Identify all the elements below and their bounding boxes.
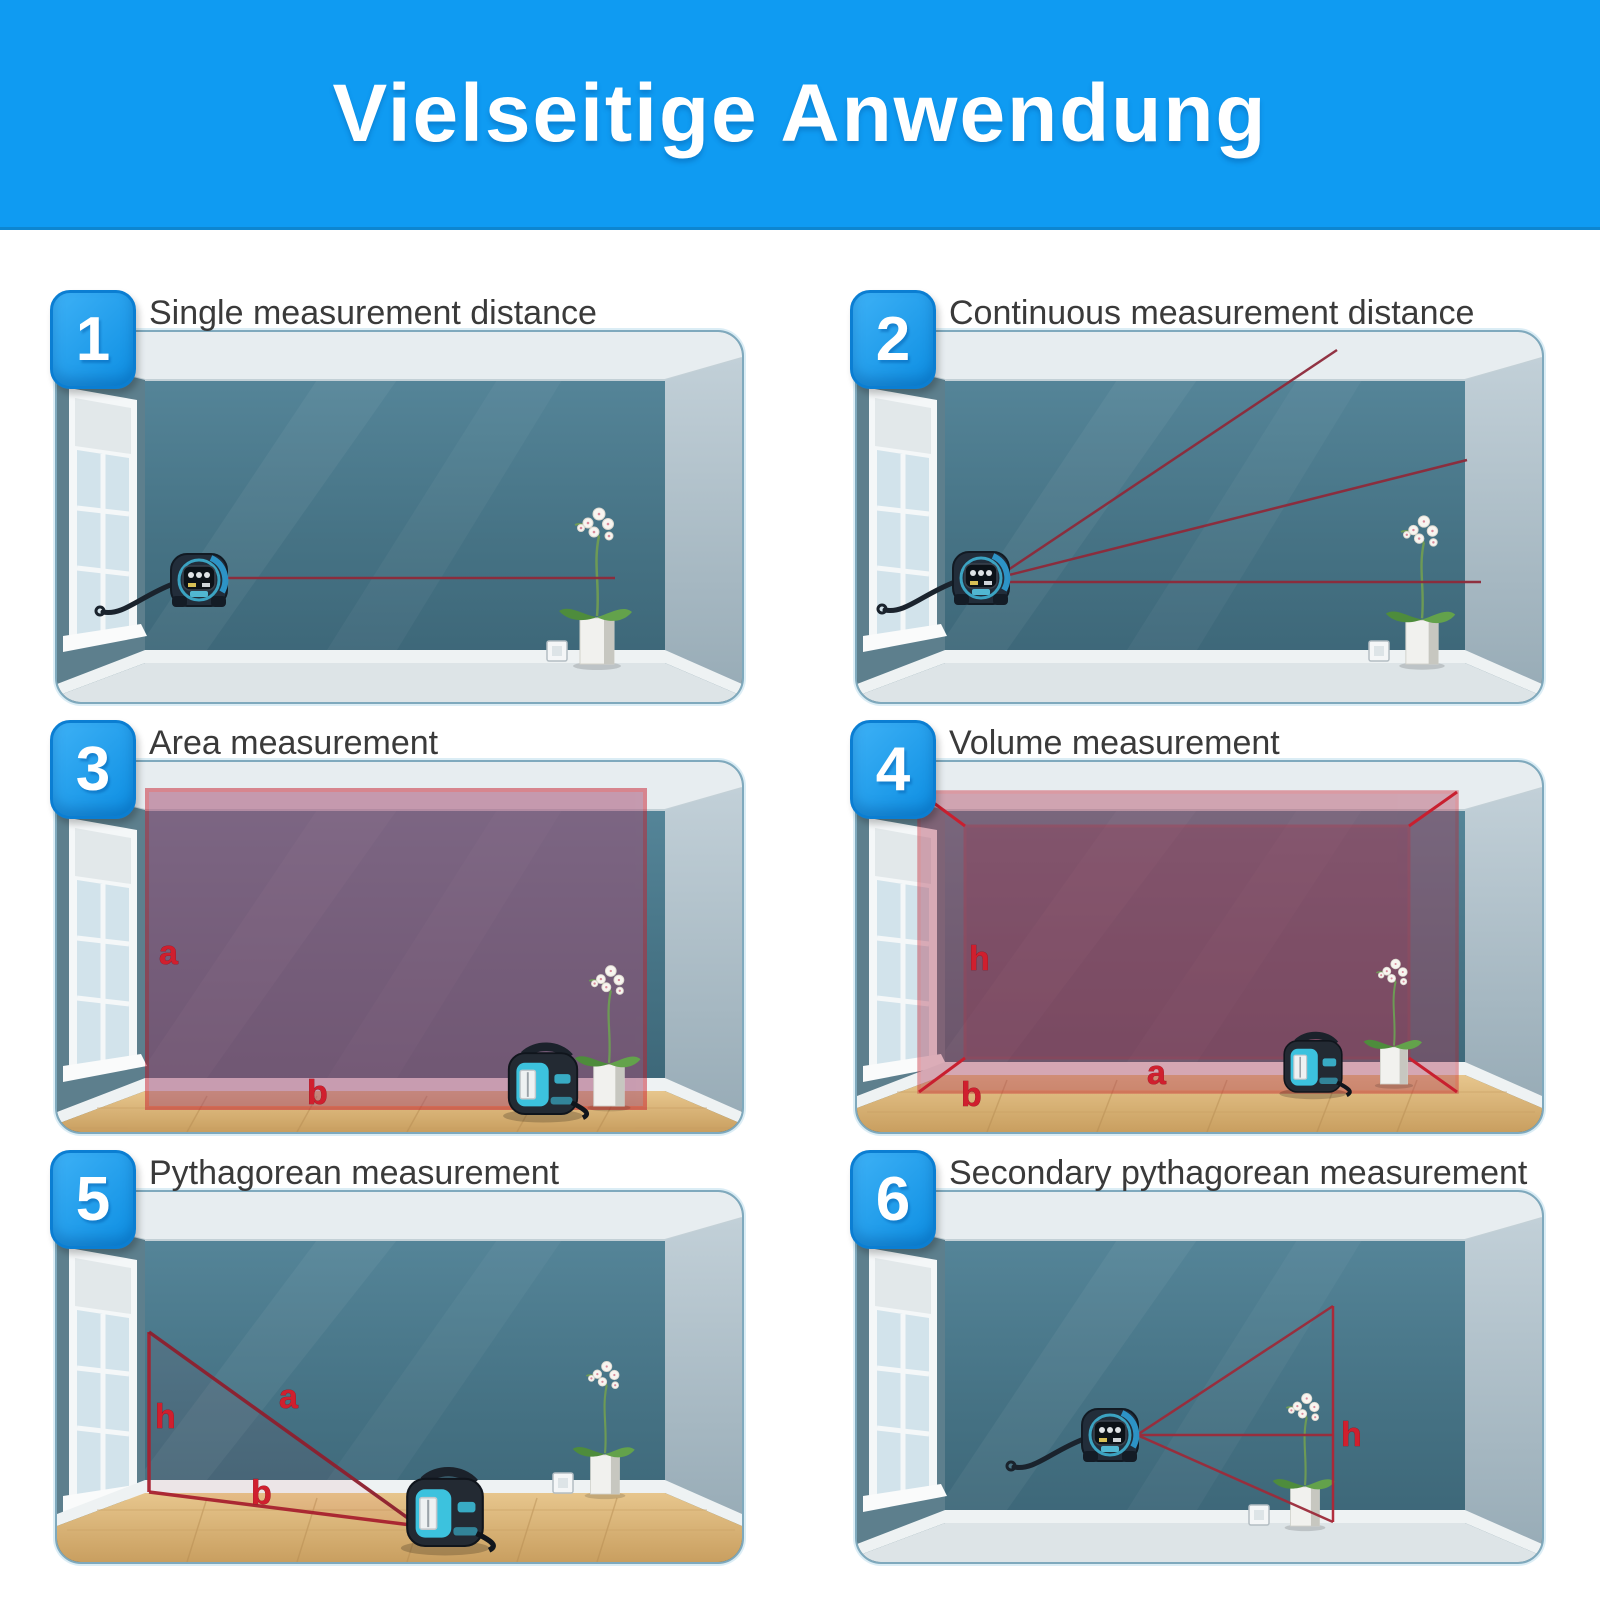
right-wall [1465,1218,1542,1556]
panel-photo [55,760,744,1134]
window [63,1248,147,1512]
right-wall [1465,358,1542,696]
floor [57,1493,742,1562]
right-wall [1465,788,1542,1108]
panel-single-measurement [55,294,740,700]
measurement-label: h [969,940,990,978]
measurement-label: b [251,1474,272,1512]
panel-number-badge: 3 [50,720,136,819]
banner-title: Vielseitige Anwendung [332,67,1268,159]
panel-title: Continuous measurement distance [949,294,1475,332]
panel-title: Pythagorean measurement [149,1154,560,1192]
room-scene-illustration [857,332,1542,702]
measurement-label: h [155,1398,176,1436]
panel-volume-measurement [855,724,1540,1130]
measurement-label: a [279,1378,298,1416]
panel-title: Volume measurement [949,724,1280,762]
panel-photo [855,1190,1544,1564]
window [63,818,147,1082]
room-scene-illustration [57,762,742,1132]
ceiling [57,1192,742,1240]
right-wall [665,1218,742,1526]
right-wall [665,788,742,1124]
panel-number-badge: 5 [50,1150,136,1249]
room-scene-illustration [57,332,742,702]
floor [857,1523,1542,1562]
panel-photo [55,330,744,704]
wall-socket [1369,641,1389,661]
panel-number-badge: 2 [850,290,936,389]
measurement-label: b [961,1076,982,1114]
panel-number-badge: 4 [850,720,936,819]
measurement-label: a [1147,1054,1166,1092]
panel-photo [55,1190,744,1564]
room-scene-illustration [857,762,1542,1132]
panel-number-badge: 6 [850,1150,936,1249]
panel-area-measurement [55,724,740,1130]
window [863,388,947,652]
room-scene-illustration [857,1192,1542,1562]
measurement-label: a [159,934,178,972]
ceiling [57,332,742,380]
wall-socket [547,641,567,661]
panel-photo [855,760,1544,1134]
floor [857,663,1542,702]
right-wall [665,358,742,696]
room-scene-illustration [57,1192,742,1562]
wall-socket [553,1473,573,1493]
panel-title: Area measurement [149,724,439,762]
measurement-label: b [307,1074,328,1112]
window [863,1248,947,1512]
floor [57,663,742,702]
measurement-label: h [1341,1416,1362,1454]
panel-photo [855,330,1544,704]
panel-secondary-pythagorean-measurement [855,1154,1540,1560]
wall-socket [1249,1505,1269,1525]
panel-continuous-measurement [855,294,1540,700]
ceiling [857,332,1542,380]
banner [0,0,1600,230]
panel-title: Secondary pythagorean measurement [949,1154,1528,1192]
panel-pythagorean-measurement [55,1154,740,1560]
panel-title: Single measurement distance [149,294,597,332]
ceiling [857,1192,1542,1240]
panel-number-badge: 1 [50,290,136,389]
